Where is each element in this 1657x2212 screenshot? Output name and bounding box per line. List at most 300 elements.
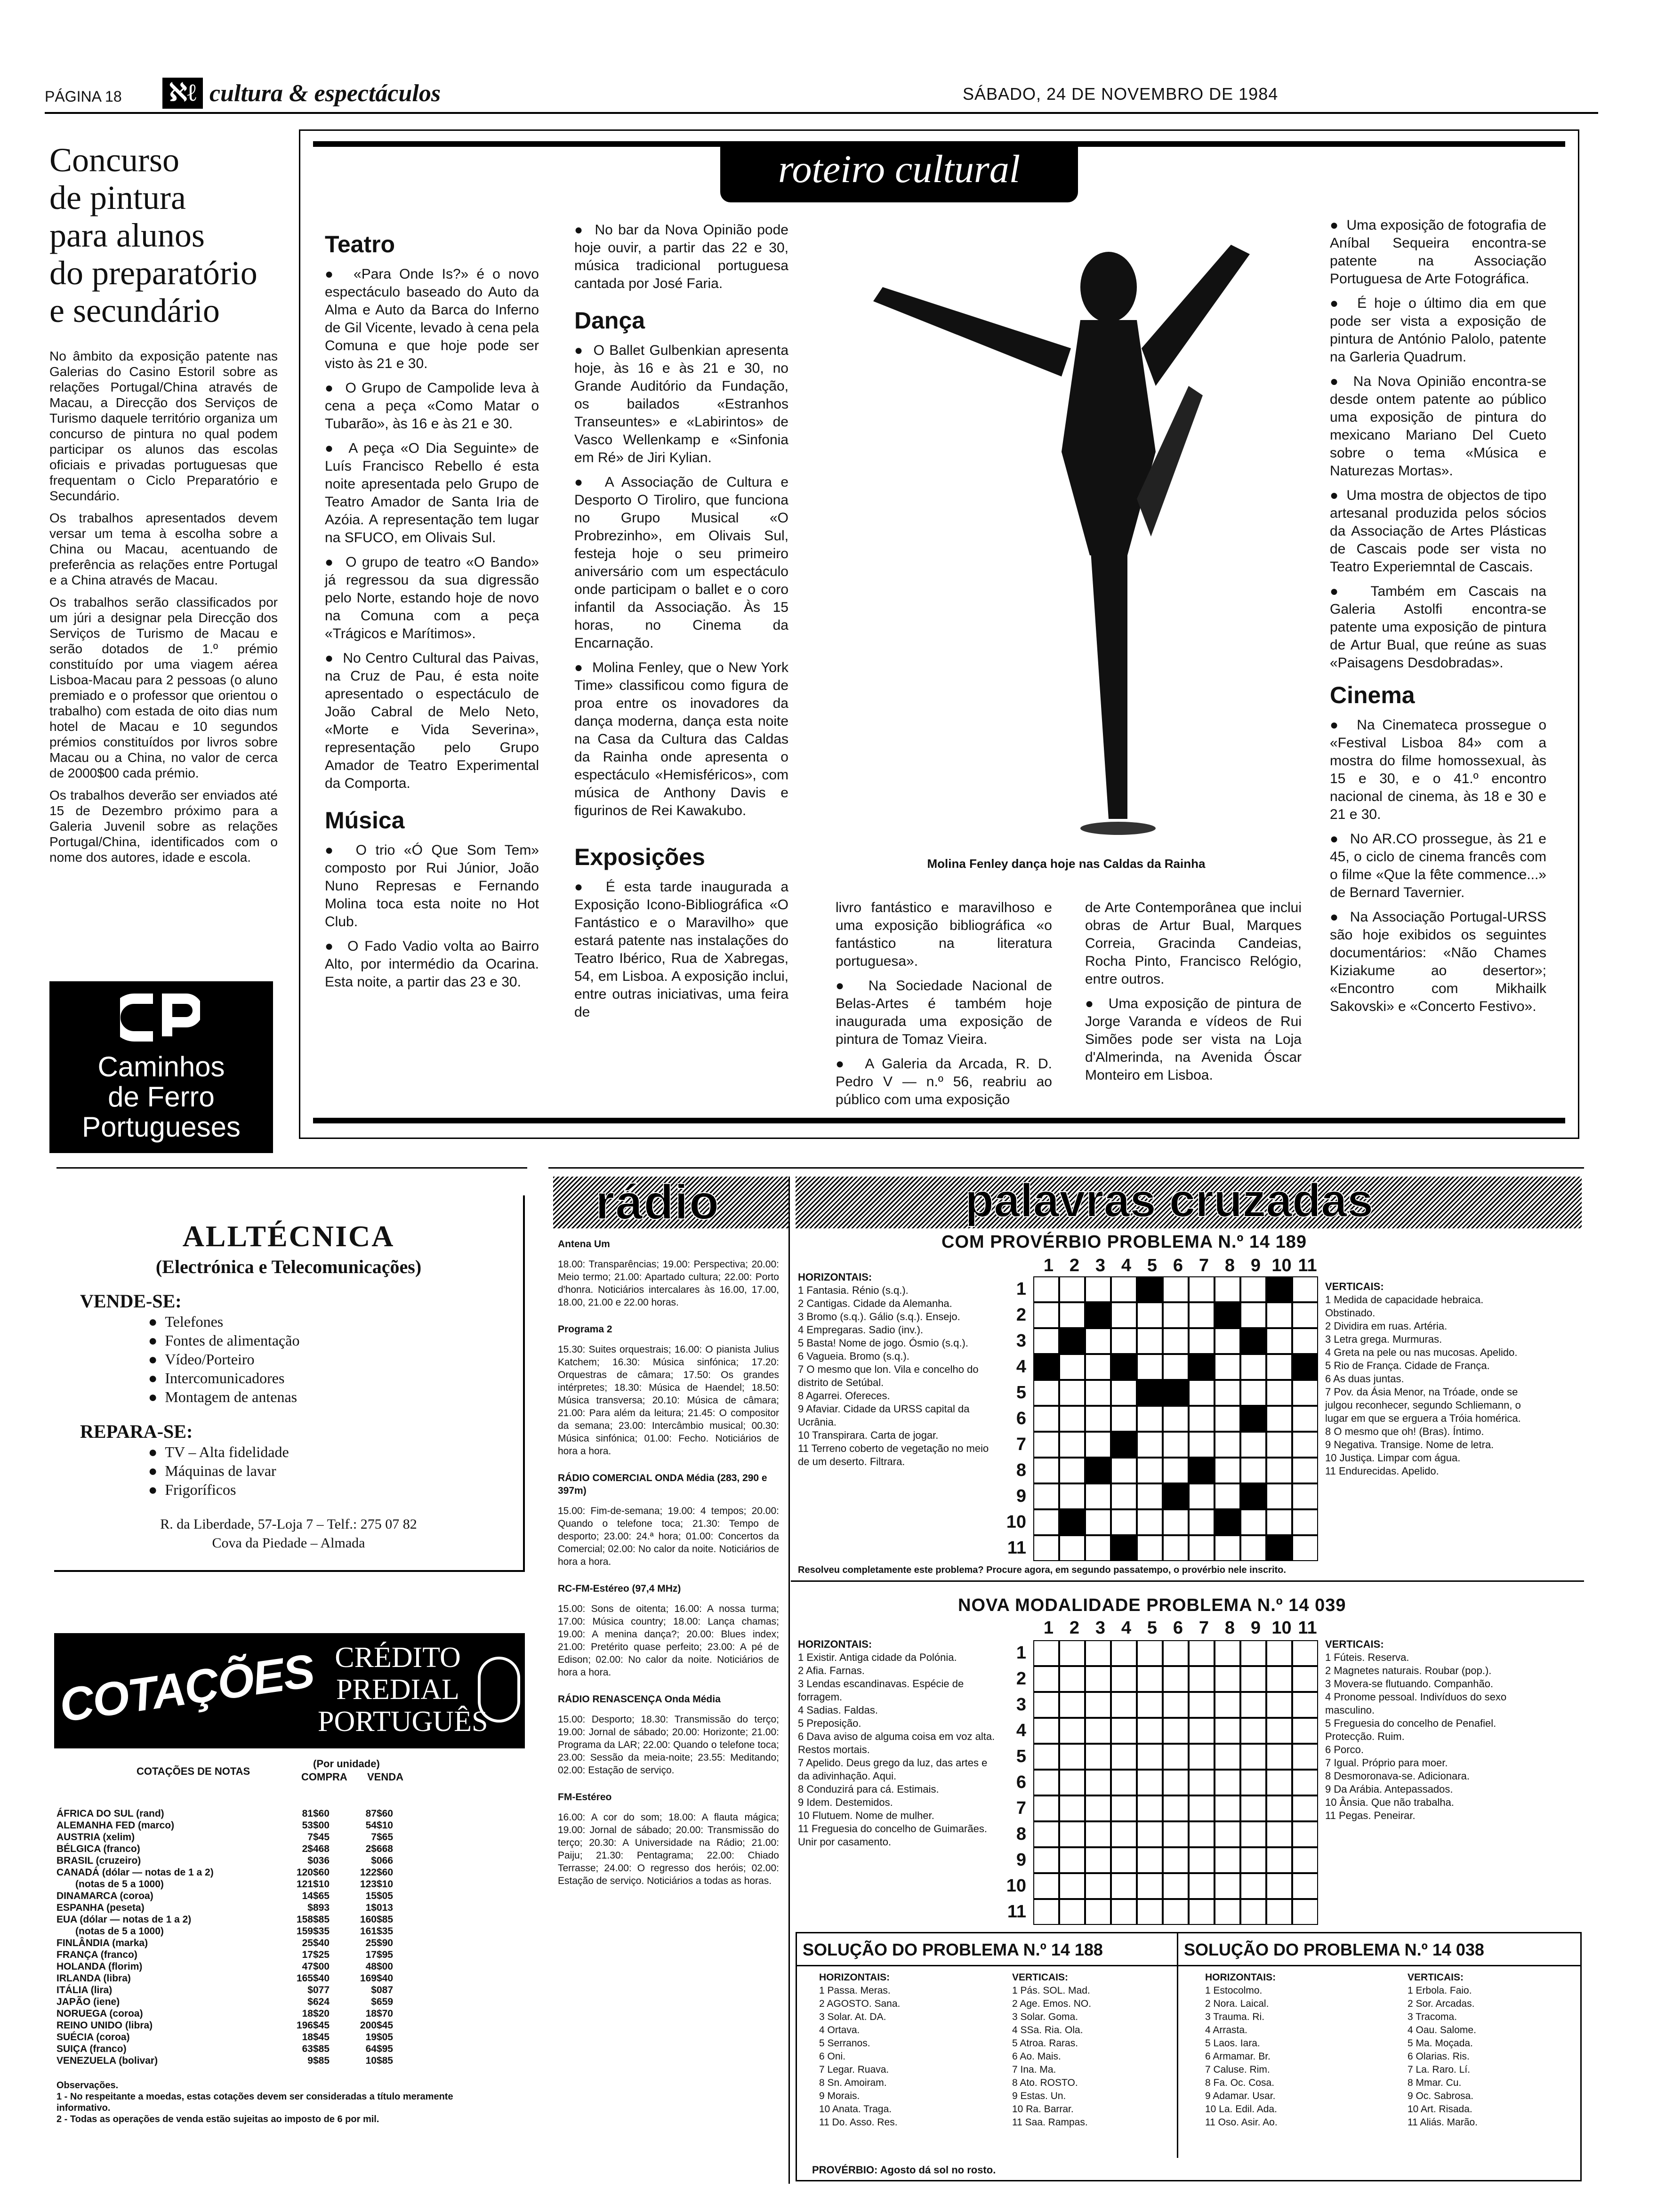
clue-item: 6 Vagueia. Bromo (s.q.). [798,1350,909,1362]
row-number: 5 [1016,1383,1026,1403]
venda-value: 2$668 [365,1843,393,1854]
table-row [56,2020,523,2031]
crossword-cell[interactable] [1033,1535,1059,1561]
crossword-cell[interactable] [1292,1899,1318,1925]
crossword-cell[interactable] [1059,1535,1085,1561]
crossword-cell[interactable] [1033,1354,1059,1380]
crossword-cell[interactable] [1240,1873,1266,1899]
column-number: 8 [1224,1256,1235,1275]
crossword-cell[interactable] [1111,1821,1137,1847]
crossword-cell[interactable] [1215,1380,1240,1406]
clue-item: 1 Passa. Meras. [819,1985,891,1996]
crossword-cell[interactable] [1059,1640,1085,1666]
crossword-cell[interactable] [1137,1640,1163,1666]
crossword-cell[interactable] [1163,1406,1189,1432]
crossword-cell[interactable] [1111,1328,1137,1354]
crossword-cell[interactable] [1292,1458,1318,1483]
crossword-cell[interactable] [1215,1483,1240,1509]
crossword-cell[interactable] [1292,1276,1318,1302]
crossword-cell[interactable] [1189,1718,1215,1744]
crossword-cell[interactable] [1215,1509,1240,1535]
crossword-cell[interactable] [1292,1873,1318,1899]
clue-item: 7 La. Raro. Lí. [1408,2064,1471,2075]
crossword-cell[interactable] [1240,1744,1266,1770]
crossword-cell[interactable] [1163,1847,1189,1873]
crossword-cell[interactable] [1292,1640,1318,1666]
crossword-cell[interactable] [1189,1458,1215,1483]
photo-caption: Molina Fenley dança hoje nas Caldas da Rainha [927,857,1206,871]
crossword-cell[interactable] [1163,1328,1189,1354]
crossword-cell[interactable] [1240,1380,1266,1406]
crossword-cell[interactable] [1137,1406,1163,1432]
crossword-cell[interactable] [1085,1821,1111,1847]
row-number: 2 [1016,1305,1026,1325]
crossword-cell[interactable] [1059,1509,1085,1535]
crossword-cell[interactable] [1085,1640,1111,1666]
crossword-cell[interactable] [1111,1718,1137,1744]
crossword-cell[interactable] [1215,1458,1240,1483]
crossword-cell[interactable] [1059,1692,1085,1718]
crossword-cell[interactable] [1189,1276,1215,1302]
crossword-cell[interactable] [1111,1406,1137,1432]
crossword-cell[interactable] [1266,1432,1292,1458]
crossword-cell[interactable] [1085,1432,1111,1458]
radio-station: RC-FM-Estéreo (97,4 MHz) [558,1583,681,1594]
crossword-cell[interactable] [1033,1666,1059,1692]
crossword-cell[interactable] [1111,1744,1137,1770]
crossword-cell[interactable] [1137,1302,1163,1328]
radio-station: RÁDIO RENASCENÇA Onda Média [558,1694,721,1705]
crossword-cell[interactable] [1137,1432,1163,1458]
crossword-cell[interactable] [1137,1458,1163,1483]
crossword-cell[interactable] [1163,1718,1189,1744]
crossword-cell[interactable] [1240,1354,1266,1380]
crossword-cell[interactable] [1085,1718,1111,1744]
radio-divider [788,1177,790,2184]
clue-item: 7 Igual. Próprio para moer. [1325,1757,1448,1769]
crossword-cell[interactable] [1137,1744,1163,1770]
crossword-cell[interactable] [1189,1744,1215,1770]
crossword-cell[interactable] [1163,1380,1189,1406]
crossword-cell[interactable] [1215,1535,1240,1561]
crossword-cell[interactable] [1111,1795,1137,1821]
crossword-cell[interactable] [1059,1406,1085,1432]
crossword-cell[interactable] [1033,1692,1059,1718]
crossword-cell[interactable] [1163,1795,1189,1821]
crossword-cell[interactable] [1189,1640,1215,1666]
crossword-cell[interactable] [1266,1535,1292,1561]
crossword-cell[interactable] [1085,1302,1111,1328]
clue-item: 1 Erbola. Faio. [1408,1985,1472,1996]
crossword-cell[interactable] [1033,1302,1059,1328]
crossword-cell[interactable] [1189,1770,1215,1795]
column-number: 8 [1224,1618,1235,1638]
crossword-cell[interactable] [1240,1666,1266,1692]
crossword-cell[interactable] [1085,1483,1111,1509]
compra-value: 196$45 [296,2020,330,2031]
crossword-cell[interactable] [1033,1380,1059,1406]
crossword-cell[interactable] [1137,1666,1163,1692]
crossword-cell[interactable] [1266,1509,1292,1535]
crossword-cell[interactable] [1266,1821,1292,1847]
crossword-cell[interactable] [1266,1692,1292,1718]
crossword-cell[interactable] [1085,1692,1111,1718]
crossword-cell[interactable] [1111,1535,1137,1561]
crossword-cell[interactable] [1292,1483,1318,1509]
crossword-cell[interactable] [1059,1770,1085,1795]
crossword-cell[interactable] [1240,1718,1266,1744]
crossword-cell[interactable] [1266,1328,1292,1354]
crossword-cell[interactable] [1189,1509,1215,1535]
crossword-cell[interactable] [1163,1483,1189,1509]
crossword-cell[interactable] [1059,1483,1085,1509]
radio-banner [553,1177,788,1228]
crossword-cell[interactable] [1033,1432,1059,1458]
crossword-cell[interactable] [1266,1276,1292,1302]
crossword-cell[interactable] [1033,1795,1059,1821]
table-row [56,1996,523,2008]
clue-item: 10 Transpirara. Carta de jogar. [798,1429,939,1441]
crossword-cell[interactable] [1189,1406,1215,1432]
crossword-cell[interactable] [1266,1302,1292,1328]
crossword-cell[interactable] [1033,1873,1059,1899]
crossword-cell[interactable] [1111,1354,1137,1380]
clue-item: 8 O mesmo que oh! (Bras). Íntimo. [1325,1426,1484,1437]
crossword-cell[interactable] [1189,1328,1215,1354]
repara-list: ● TV – Alta fidelidade ● Máquinas de lavar ● Frigoríficos [148,1443,523,1499]
crossword-cell[interactable] [1111,1899,1137,1925]
crossword-cell[interactable] [1189,1302,1215,1328]
crossword-cell[interactable] [1189,1380,1215,1406]
crossword-cell[interactable] [1292,1354,1318,1380]
crossword-cell[interactable] [1033,1328,1059,1354]
crossword-cell[interactable] [1085,1744,1111,1770]
crossword-cell[interactable] [1189,1666,1215,1692]
problem1-rule [791,1580,1584,1582]
crossword-cell[interactable] [1163,1692,1189,1718]
crossword-cell[interactable] [1215,1744,1240,1770]
crossword-cell[interactable] [1163,1640,1189,1666]
crossword-cell[interactable] [1292,1535,1318,1561]
crossword-cell[interactable] [1215,1666,1240,1692]
crossword-cell[interactable] [1085,1535,1111,1561]
clue-item: 3 Bromo (s.q.). Gálio (s.q.). Ensejo. [798,1311,960,1322]
crossword-cell[interactable] [1033,1744,1059,1770]
exposicoes-heading: Exposições [574,844,705,870]
crossword-cell[interactable] [1059,1718,1085,1744]
crossword-cell[interactable] [1292,1509,1318,1535]
crossword-cell[interactable] [1266,1640,1292,1666]
crossword-cell[interactable] [1215,1847,1240,1873]
crossword-cell[interactable] [1240,1509,1266,1535]
crossword-cell[interactable] [1189,1821,1215,1847]
cotacoes-observacoes: Observações. 1 - No respeitante a moedas, estas cotações devem ser consideradas a título meramente informativo. 2 - Todas as operações de venda estão sujeitas ao imposto de 6 por mil. [56,2080,453,2124]
clue-item: 7 O mesmo que lon. Vila e concelho do distrito de Setúbal. [798,1363,979,1388]
crossword-cell[interactable] [1189,1692,1215,1718]
crossword-cell[interactable] [1266,1406,1292,1432]
crossword-cell[interactable] [1215,1821,1240,1847]
crossword-cell[interactable] [1163,1873,1189,1899]
crossword-cell[interactable] [1240,1302,1266,1328]
crossword-cell[interactable] [1240,1483,1266,1509]
crossword-cell[interactable] [1292,1302,1318,1328]
clue-item: 1 Fúteis. Reserva. [1325,1651,1409,1663]
crossword-cell[interactable] [1266,1458,1292,1483]
crossword-cell[interactable] [1266,1718,1292,1744]
crossword-cell[interactable] [1137,1328,1163,1354]
crossword-cell[interactable] [1137,1770,1163,1795]
crossword-cell[interactable] [1033,1899,1059,1925]
crossword-cell[interactable] [1292,1744,1318,1770]
clue-item: 10 Justiça. Limpar com água. [1325,1452,1461,1464]
crossword-cell[interactable] [1163,1535,1189,1561]
crossword-cell[interactable] [1085,1458,1111,1483]
crossword-cell[interactable] [1059,1302,1085,1328]
crossword-cell[interactable] [1163,1821,1189,1847]
cotacoes-table-title: COTAÇÕES DE NOTAS [137,1765,250,1777]
crossword-cell[interactable] [1292,1770,1318,1795]
vende-heading: VENDE-SE: [80,1290,182,1312]
crossword-cell[interactable] [1266,1770,1292,1795]
crossword-cell[interactable] [1059,1899,1085,1925]
vende-list: ● Telefones ● Fontes de alimentação ● Vídeo/Porteiro ● Intercomunicadores ● Montagem de antenas [148,1312,523,1406]
crossword-cell[interactable] [1266,1483,1292,1509]
crossword-cell[interactable] [1163,1666,1189,1692]
crossword-cell[interactable] [1292,1380,1318,1406]
crossword-cell[interactable] [1033,1458,1059,1483]
crossword-cell[interactable] [1189,1847,1215,1873]
clue-item: 3 Solar. Goma. [1012,2012,1078,2022]
crossword-cell[interactable] [1085,1873,1111,1899]
crossword-cell[interactable] [1137,1873,1163,1899]
alltecnica-sub: (Electrónica e Telecomunicações) [155,1256,422,1277]
clue-item: 6 As duas juntas. [1325,1373,1404,1385]
crossword-cell[interactable] [1059,1432,1085,1458]
crossword-cell[interactable] [1292,1328,1318,1354]
crossword-cell[interactable] [1137,1795,1163,1821]
crossword-cell[interactable] [1111,1458,1137,1483]
crossword-cell[interactable] [1189,1354,1215,1380]
crossword-cell[interactable] [1189,1873,1215,1899]
crossword-cell[interactable] [1137,1821,1163,1847]
crossword-cell[interactable] [1163,1302,1189,1328]
crossword-cell[interactable] [1085,1380,1111,1406]
currency-name: NORUEGA (coroa) [56,2008,143,2019]
crossword-cell[interactable] [1111,1302,1137,1328]
crossword-cell[interactable] [1266,1354,1292,1380]
crossword-cell[interactable] [1266,1380,1292,1406]
crossword-cell[interactable] [1059,1276,1085,1302]
crossword-cell[interactable] [1240,1899,1266,1925]
cotacoes-banner [54,1633,525,1748]
clue-item: 10 La. Edil. Ada. [1205,2104,1277,2115]
crossword-cell[interactable] [1163,1744,1189,1770]
crossword-cell[interactable] [1163,1458,1189,1483]
crossword-cell[interactable] [1085,1328,1111,1354]
crossword-cell[interactable] [1292,1718,1318,1744]
crossword-cell[interactable] [1240,1770,1266,1795]
crossword-cell[interactable] [1111,1666,1137,1692]
cp-logo-icon [120,992,200,1043]
crossword-cell[interactable] [1033,1770,1059,1795]
crossword-cell[interactable] [1137,1276,1163,1302]
crossword-cell[interactable] [1033,1406,1059,1432]
crossword-cell[interactable] [1292,1406,1318,1432]
crossword-cell[interactable] [1240,1432,1266,1458]
venda-value: 25$90 [365,1938,393,1948]
crossword-cell[interactable] [1240,1640,1266,1666]
crossword-cell[interactable] [1292,1821,1318,1847]
crossword-cell[interactable] [1215,1328,1240,1354]
crossword-cell[interactable] [1292,1666,1318,1692]
crossword-cell[interactable] [1033,1509,1059,1535]
crossword-cell[interactable] [1033,1276,1059,1302]
crossword-cell[interactable] [1137,1692,1163,1718]
crossword-cell[interactable] [1266,1666,1292,1692]
crossword-cell[interactable] [1266,1744,1292,1770]
crossword-cell[interactable] [1059,1328,1085,1354]
crossword-cell[interactable] [1163,1770,1189,1795]
radio-listings [558,1238,779,1887]
crossword-cell[interactable] [1111,1770,1137,1795]
crossword-cell[interactable] [1059,1873,1085,1899]
crossword-cell[interactable] [1215,1770,1240,1795]
crossword-cell[interactable] [1059,1380,1085,1406]
crossword-cell[interactable] [1215,1873,1240,1899]
crossword-cell[interactable] [1240,1847,1266,1873]
crossword-cell[interactable] [1085,1666,1111,1692]
crossword-cell[interactable] [1111,1483,1137,1509]
crossword-cell[interactable] [1111,1847,1137,1873]
crossword-cell[interactable] [1240,1276,1266,1302]
table-row [56,2043,523,2055]
clue-item: 4 Pronome pessoal. Indivíduos do sexo masculino. [1325,1691,1507,1716]
crossword-cell[interactable] [1059,1354,1085,1380]
crossword-cell[interactable] [1033,1847,1059,1873]
crossword-cell[interactable] [1189,1432,1215,1458]
crossword-cell[interactable] [1189,1795,1215,1821]
compra-value: 165$40 [296,1973,330,1984]
column-number: 6 [1173,1256,1183,1275]
crossword-cell[interactable] [1059,1847,1085,1873]
crossword-cell[interactable] [1059,1666,1085,1692]
crossword-cell[interactable] [1266,1795,1292,1821]
crossword-cell[interactable] [1137,1535,1163,1561]
crossword-cell[interactable] [1033,1640,1059,1666]
crossword-cell[interactable] [1240,1795,1266,1821]
table-row [56,1949,523,1961]
crossword-cell[interactable] [1215,1899,1240,1925]
clue-item: 4 Greta na pele ou nas mucosas. Apelido. [1325,1346,1518,1358]
crossword-cell[interactable] [1163,1432,1189,1458]
crossword-cell[interactable] [1085,1406,1111,1432]
crossword-cell[interactable] [1215,1795,1240,1821]
crossword-cell[interactable] [1266,1873,1292,1899]
cinema-heading: Cinema [1330,682,1415,708]
crossword-cell[interactable] [1059,1458,1085,1483]
crossword-cell[interactable] [1292,1847,1318,1873]
crossword-cell[interactable] [1137,1354,1163,1380]
compra-value: 2$468 [302,1843,330,1854]
crossword-cell[interactable] [1085,1509,1111,1535]
crossword-cell[interactable] [1189,1483,1215,1509]
crossword-cell[interactable] [1215,1354,1240,1380]
crossword-cell[interactable] [1059,1821,1085,1847]
venda-value: 87$60 [365,1808,393,1819]
crossword-cell[interactable] [1163,1354,1189,1380]
crossword-cell[interactable] [1085,1354,1111,1380]
crossword-cell[interactable] [1163,1899,1189,1925]
roteiro-col-right: ● Uma exposição de fotografia de Aníbal Sequeira encontra-se patente na Associação Portuguesa de Arte Fotográfica. ● É hoje o último dia em que pode ser vista a exposição de pintura de António Palolo, patente na Garleria Quadrum. ● Na Nova Opinião encontra-se desde ontem patente ao público uma exposição de pintura do mexicano Mariano Del Cueto sobre o tema «Música e Naturezas Mortas». ● Uma mostra de objectos de tipo artesanal produzida pelos sócios da Associação de Artes Plásticas de Cascais pode ser vista no Teatro Experiemntal de Cascais. ● Também em Cascais na Galeria Astolfi encontra-se patente uma exposição de pintura de Artur Bual, que reúne as suas «Paisagens Desdobradas». Cinema ● Na Cinemateca prossegue o «Festival Lisboa 84» com a mostra do filme homossexual, às 15 e 30, e o 41.º encontro nacional de cinema, às 18 e 30 e 21 e 30. ● No AR.CO prossegue, às 21 e 45, o ciclo de cinema francês com o filme «Que la fête commence...» de Bernard Tavernier. ● Na Associação Portugal-URSS são hoje exibidos os seguintes documentários: «Não Chames Kiziakume ao desertor»; «Encontro com Mikhailk Sakovski» e «Concerto Festivo». [1330,216,1546,1022]
crossword-cell[interactable] [1240,1328,1266,1354]
crossword-cell[interactable] [1137,1847,1163,1873]
crossword-cell[interactable] [1215,1718,1240,1744]
crossword-cell[interactable] [1111,1873,1137,1899]
crossword-cell[interactable] [1292,1692,1318,1718]
crossword-cell[interactable] [1240,1406,1266,1432]
crossword-cell[interactable] [1085,1276,1111,1302]
currency-name: SUIÇA (franco) [56,2044,127,2054]
crossword-cell[interactable] [1085,1899,1111,1925]
crossword-cell[interactable] [1137,1380,1163,1406]
crossword-cell[interactable] [1111,1692,1137,1718]
crossword-cell[interactable] [1111,1509,1137,1535]
clue-item: 6 Dava aviso de alguma coisa em voz alta. Restos mortais. [798,1731,995,1755]
crossword-cell[interactable] [1240,1535,1266,1561]
crossword-cell[interactable] [1189,1899,1215,1925]
crossword-cell[interactable] [1111,1276,1137,1302]
crossword-cell[interactable] [1033,1718,1059,1744]
crossword-cell[interactable] [1111,1380,1137,1406]
crossword-cell[interactable] [1111,1432,1137,1458]
crossword-cell[interactable] [1085,1770,1111,1795]
crossword-cell[interactable] [1033,1821,1059,1847]
crossword-cell[interactable] [1266,1899,1292,1925]
crossword-cell[interactable] [1215,1302,1240,1328]
crossword-cell[interactable] [1137,1509,1163,1535]
palavras-title: palavras cruzadas [965,1174,1374,1227]
crossword-cell[interactable] [1085,1847,1111,1873]
crossword-cell[interactable] [1215,1432,1240,1458]
crossword-cell[interactable] [1215,1692,1240,1718]
crossword-cell[interactable] [1189,1535,1215,1561]
crossword-cell[interactable] [1292,1795,1318,1821]
crossword-cell[interactable] [1240,1692,1266,1718]
crossword-cell[interactable] [1266,1847,1292,1873]
crossword-cell[interactable] [1163,1509,1189,1535]
currency-name: BÉLGICA (franco) [56,1843,140,1854]
crossword-cell[interactable] [1137,1718,1163,1744]
crossword-cell[interactable] [1215,1640,1240,1666]
crossword-cell[interactable] [1137,1483,1163,1509]
crossword-cell[interactable] [1292,1432,1318,1458]
crossword-cell[interactable] [1240,1821,1266,1847]
cotacoes-rows [56,1808,523,2067]
crossword-cell[interactable] [1111,1640,1137,1666]
crossword-cell[interactable] [1240,1458,1266,1483]
crossword-cell[interactable] [1163,1276,1189,1302]
problem2-grid [1033,1640,1318,1925]
crossword-cell[interactable] [1137,1899,1163,1925]
currency-name: ÁFRICA DO SUL (rand) [56,1808,164,1819]
crossword-cell[interactable] [1033,1483,1059,1509]
crossword-cell[interactable] [1059,1795,1085,1821]
crossword-cell[interactable] [1085,1795,1111,1821]
crossword-cell[interactable] [1215,1276,1240,1302]
crossword-cell[interactable] [1059,1744,1085,1770]
cotacoes-unit: (Por unidade) [313,1758,380,1770]
crossword-cell[interactable] [1215,1406,1240,1432]
